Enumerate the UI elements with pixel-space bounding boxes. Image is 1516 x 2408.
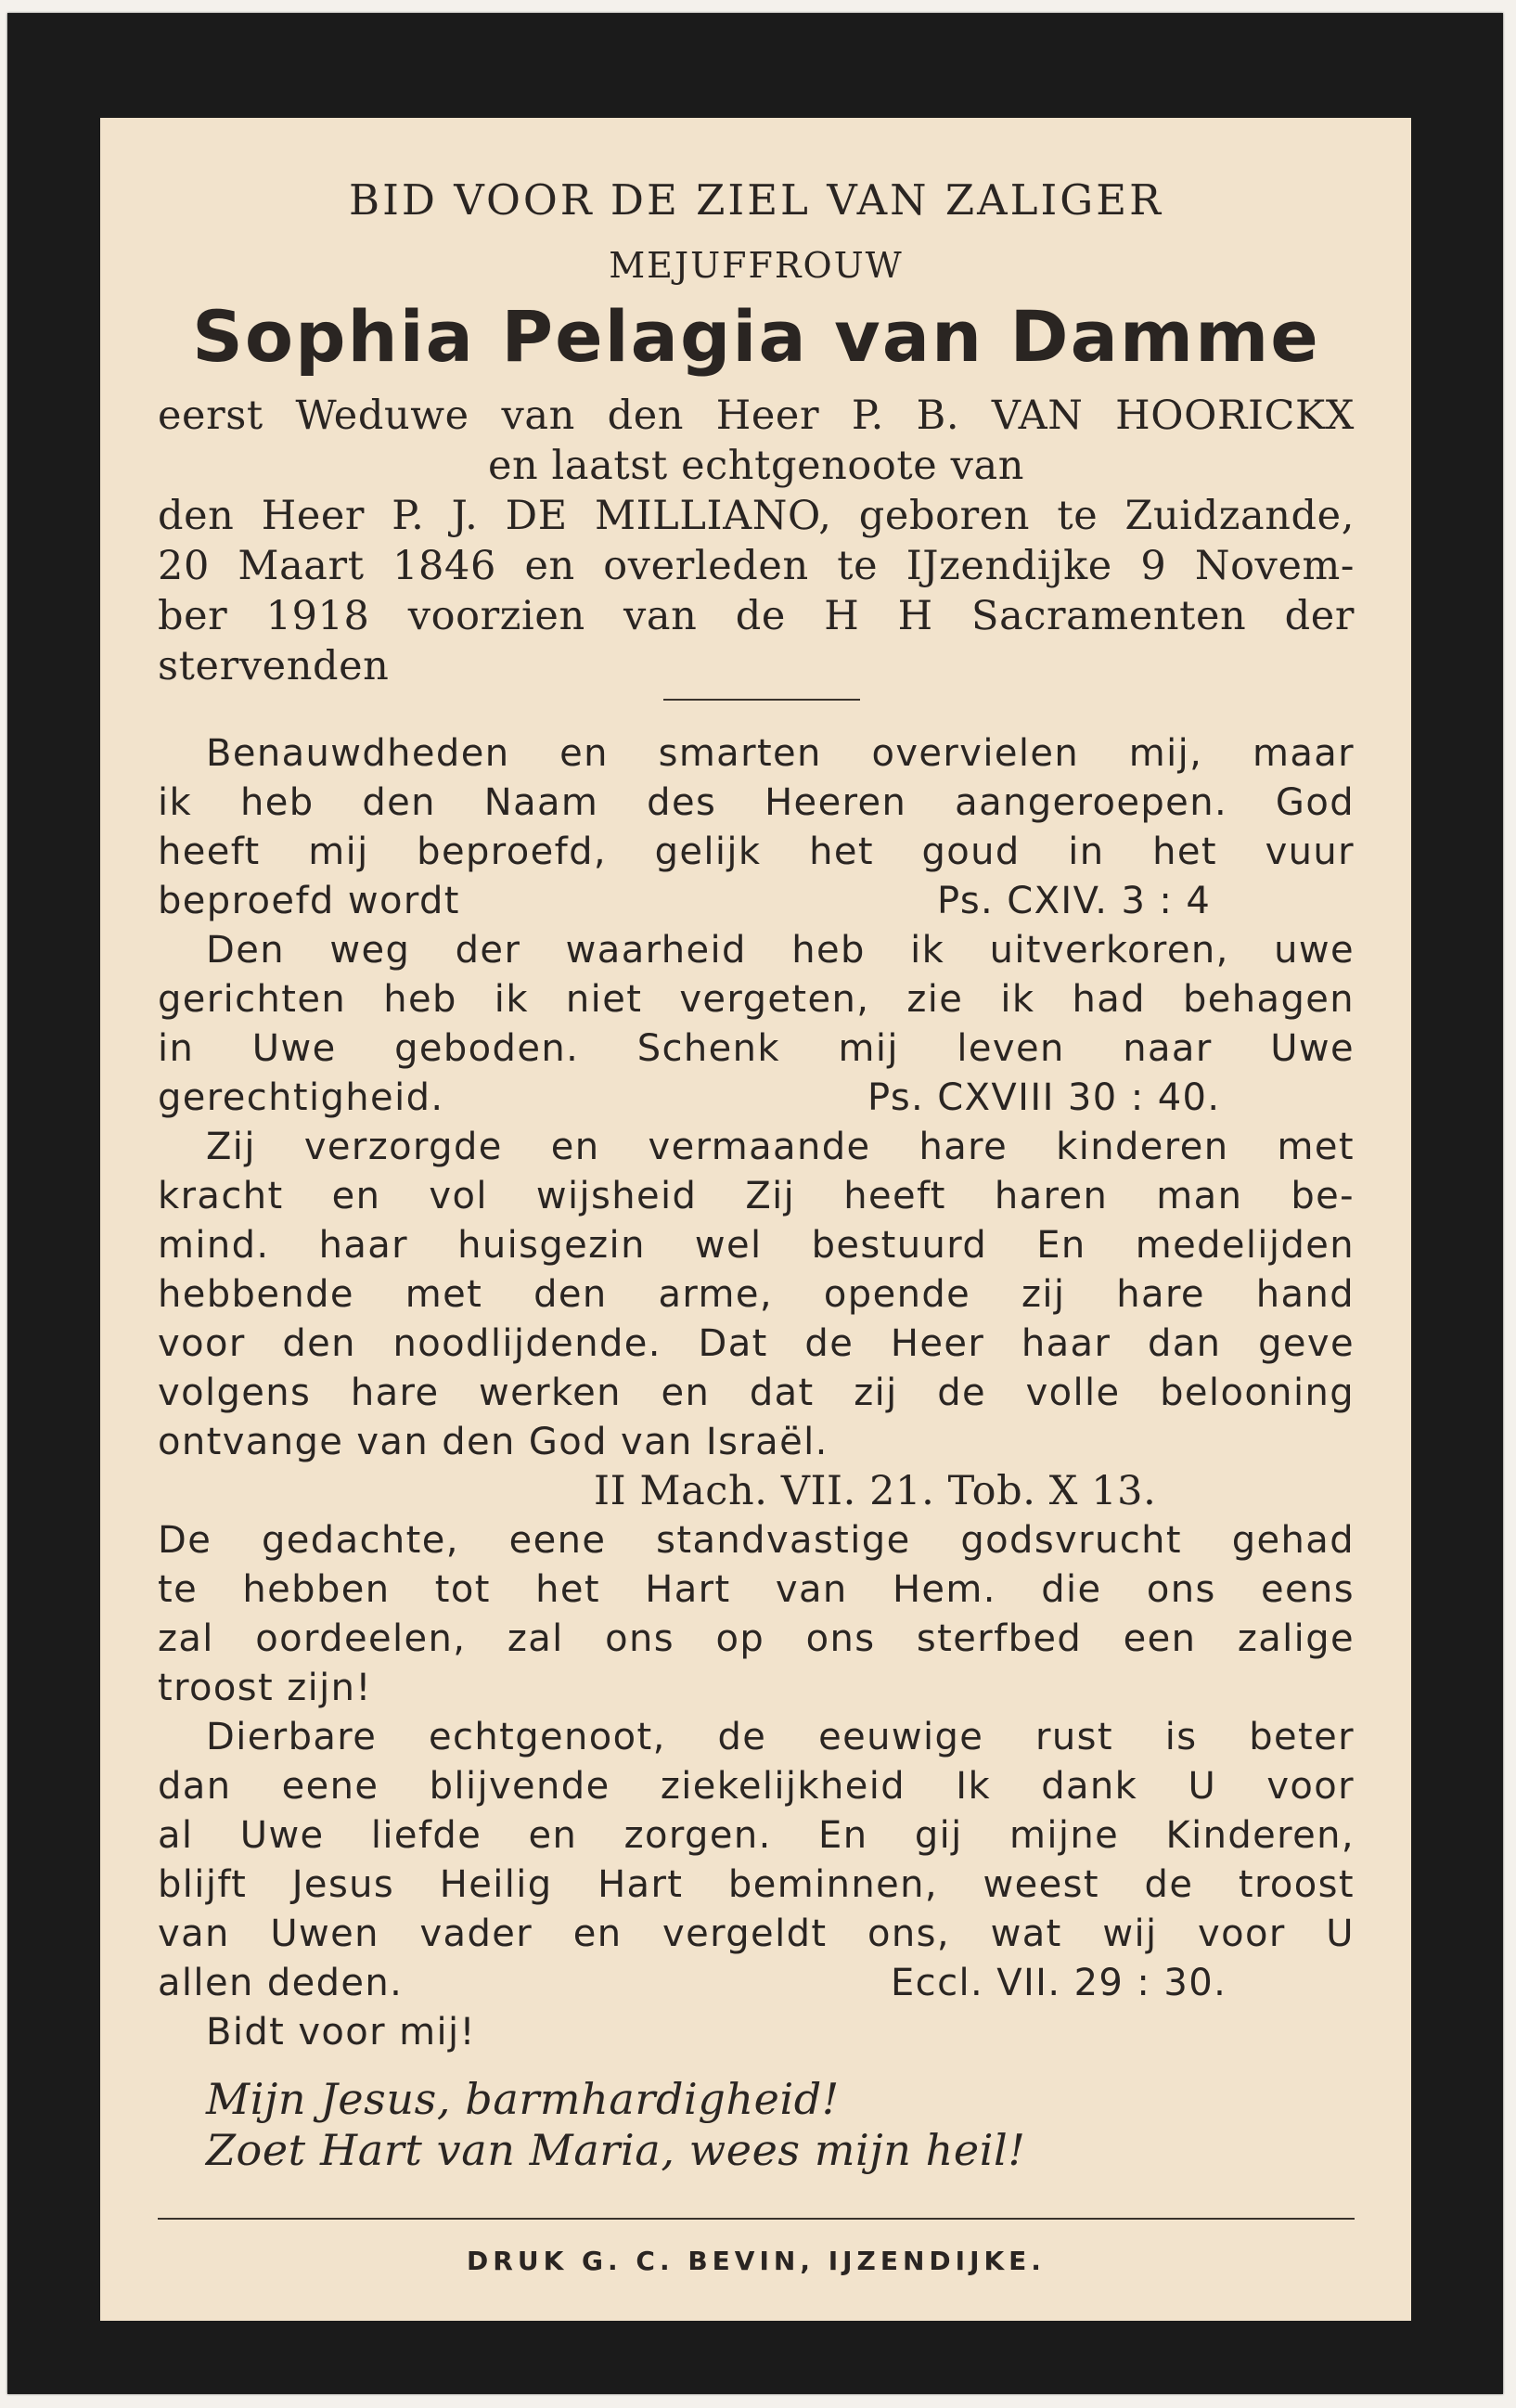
bio-line: 20 Maart 1846 en overleden te IJzendijke 9 Novem- [158,543,1355,589]
passage-line: Dierbare echtgenoot, de eeuwige rust is beter [206,1716,1355,1758]
passage-line-with-ref [158,1958,1355,2008]
passage-line-with-ref [158,1073,1355,1123]
bio-line: en laatst echtgenoote van [487,443,1025,489]
passage-line: De gedachte, eene standvastige godsvrucht gehad [158,1519,1355,1562]
passage-line: Zij verzorgde en vermaande hare kinderen met [206,1126,1355,1168]
passage-line: dan eene blijvende ziekelijkheid Ik dank U voor [158,1765,1355,1808]
bio-line: den Heer P. J. DE MILLIANO, geboren te Zuidzande, [158,493,1355,539]
scripture-reference: II Mach. VII. 21. Tob. X 13. [594,1468,1157,1514]
passage-line: voor den noodlijdende. Dat de Heer haar dan geve [158,1322,1355,1365]
passage-line: Benauwdheden en smarten overvielen mij, maar [206,732,1355,775]
mourning-card [7,13,1503,2394]
passage-line: al Uwe liefde en zorgen. En gij mijne Kinderen, [158,1814,1355,1857]
passage-line: troost zijn! [158,1667,372,1709]
passage-line: Den weg der waarheid heb ik uitverkoren, uwe [206,929,1355,972]
passage-text: beproefd wordt [158,880,460,922]
title-line: MEJUFFROUW [609,245,904,286]
passage-line: volgens hare werken en dat zij de volle belooning [158,1371,1355,1414]
footer-rule [158,2218,1355,2220]
passage-line: kracht en vol wijsheid Zij heeft haren man be- [158,1175,1355,1217]
passage-line: ontvange van den God van Israël. [158,1421,829,1463]
separator-rule [663,699,860,701]
passage-line-with-ref [158,1466,1355,1516]
passage-line: mind. haar huisgezin wel bestuurd En medelijden [158,1224,1355,1267]
prayer-header: BID VOOR DE ZIEL VAN ZALIGER [349,175,1163,225]
deceased-name: Sophia Pelagia van Damme [192,295,1320,378]
passage-line: hebbende met den arme, opende zij hare hand [158,1273,1355,1316]
passage-text: allen deden. [158,1962,404,2004]
passage-line: blijft Jesus Heilig Hart beminnen, weest de troost [158,1863,1355,1906]
closing-line: Bidt voor mij! [206,2011,476,2054]
card-paper [100,118,1411,2321]
printer-imprint: DRUK G. C. BEVIN, IJZENDIJKE. [467,2246,1046,2276]
bio-line: eerst Weduwe van den Heer P. B. VAN HOORICKX [158,393,1355,439]
passage-line: in Uwe geboden. Schenk mij leven naar Uwe [158,1027,1355,1070]
prayer-line: Mijn Jesus, barmhardigheid! [206,2074,840,2124]
passage-line-with-ref [158,876,1355,926]
prayer-line: Zoet Hart van Maria, wees mijn heil! [206,2125,1026,2175]
passage-line: ik heb den Naam des Heeren aangeroepen. God [158,781,1355,824]
scripture-reference: Ps. CXIV. 3 : 4 [937,880,1212,922]
passage-line: heeft mij beproefd, gelijk het goud in het vuur [158,831,1355,873]
bio-line: ber 1918 voorzien van de H H Sacramenten der [158,593,1355,639]
passage-text: gerechtigheid. [158,1076,444,1119]
passage-line: zal oordeelen, zal ons op ons sterfbed een zalige [158,1617,1355,1660]
scripture-reference: Eccl. VII. 29 : 30. [891,1962,1227,2004]
bio-line: stervenden [158,643,390,689]
passage-line: van Uwen vader en vergeldt ons, wat wij voor U [158,1912,1355,1955]
passage-line: te hebben tot het Hart van Hem. die ons eens [158,1568,1355,1611]
passage-line: gerichten heb ik niet vergeten, zie ik had behagen [158,978,1355,1021]
scripture-reference: Ps. CXVIII 30 : 40. [867,1076,1221,1119]
